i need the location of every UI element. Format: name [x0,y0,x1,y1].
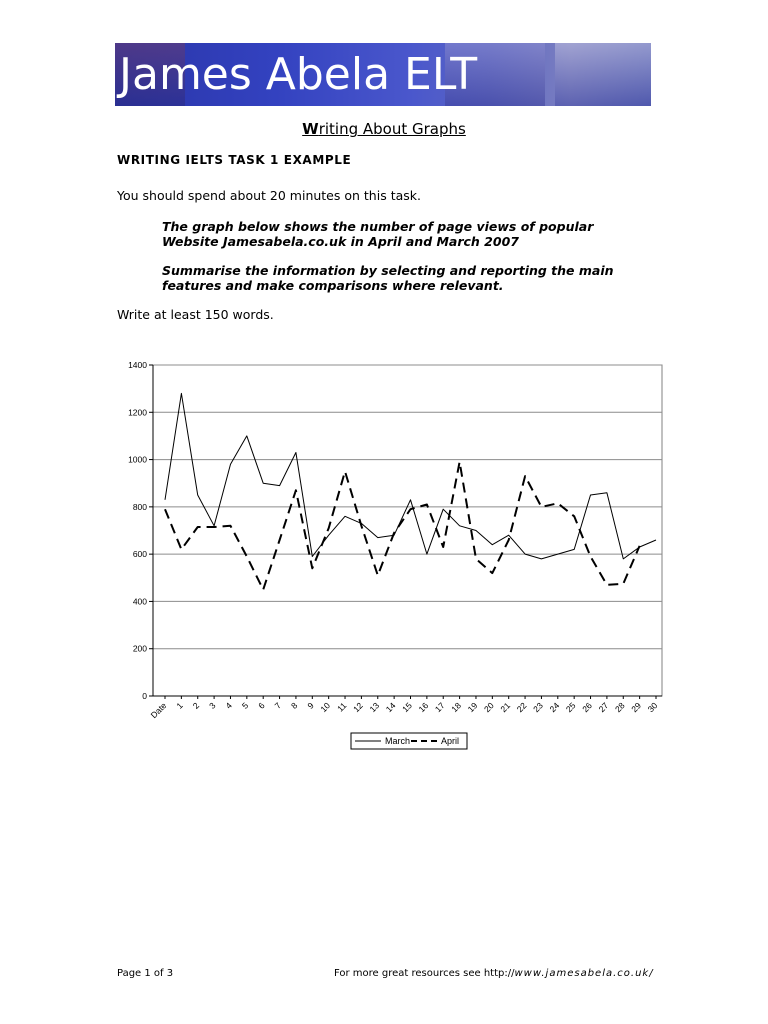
task-line: features and make comparisons where relevant. [162,278,504,293]
page-title-initial: W [302,120,319,138]
y-tick-label: 400 [132,596,147,607]
x-tick-label: 26 [580,700,594,715]
footer-resources-text: For more great resources see http:// [334,968,515,979]
x-tick-label: 10 [318,700,333,715]
legend-label-april: April [441,736,460,746]
x-tick-label: 14 [383,700,398,715]
x-tick-label: 11 [335,700,349,714]
legend-label-march: March [385,736,411,746]
x-tick-label: 15 [400,700,414,715]
x-tick-label: 28 [612,700,627,715]
y-tick-label: 1000 [128,454,147,465]
x-tick-label: 7 [272,700,283,711]
x-tick-label: 20 [481,700,496,715]
x-tick-label: 29 [629,700,644,715]
banner-title: James Abela ELT [119,49,478,100]
page-number: Page 1 of 3 [117,968,174,979]
x-tick-label: 18 [449,700,464,715]
x-tick-label: 16 [416,700,431,715]
footer-resources [334,968,654,979]
x-tick-label: 9 [305,700,316,711]
y-tick-label: 1400 [128,360,147,370]
page-title-rest: riting About Graphs [318,120,466,138]
footer-url-link[interactable]: www.jamesabela.co.uk/ [514,968,654,979]
instruction-time: You should spend about 20 minutes on this task. [117,188,421,203]
task-line: The graph below shows the number of page views of popular [162,219,594,234]
y-tick-label: 600 [132,549,147,560]
x-tick-label: 27 [596,700,611,715]
x-tick-label: 23 [531,700,545,715]
x-tick-label: 22 [514,700,529,715]
task-line: Website Jamesabela.co.uk in April and March 2007 [162,234,519,249]
x-tick-label: 2 [190,700,202,711]
x-tick-label: Date [148,700,169,721]
x-tick-label: 6 [256,700,267,711]
y-tick-label: 800 [132,501,147,512]
x-tick-label: 21 [498,700,513,715]
x-tick-label: 25 [563,700,578,715]
x-tick-label: 19 [465,700,480,715]
x-tick-label: 13 [367,700,382,715]
x-tick-label: 5 [239,700,251,711]
instruction-word-count: Write at least 150 words. [117,307,274,322]
x-tick-label: 8 [288,700,300,711]
x-tick-label: 4 [223,700,234,711]
section-heading: WRITING IELTS TASK 1 EXAMPLE [117,153,352,167]
x-tick-label: 3 [207,700,218,711]
y-tick-label: 200 [132,643,147,654]
task-line: Summarise the information by selecting and reporting the main [162,263,614,278]
x-tick-label: 1 [174,700,185,711]
x-tick-label: 24 [547,700,562,715]
plot-area [153,365,662,696]
x-tick-label: 17 [432,700,447,715]
x-tick-label: 12 [351,700,365,715]
y-tick-label: 1200 [128,407,147,418]
y-tick-label: 0 [142,691,147,701]
x-tick-label: 30 [645,700,660,715]
